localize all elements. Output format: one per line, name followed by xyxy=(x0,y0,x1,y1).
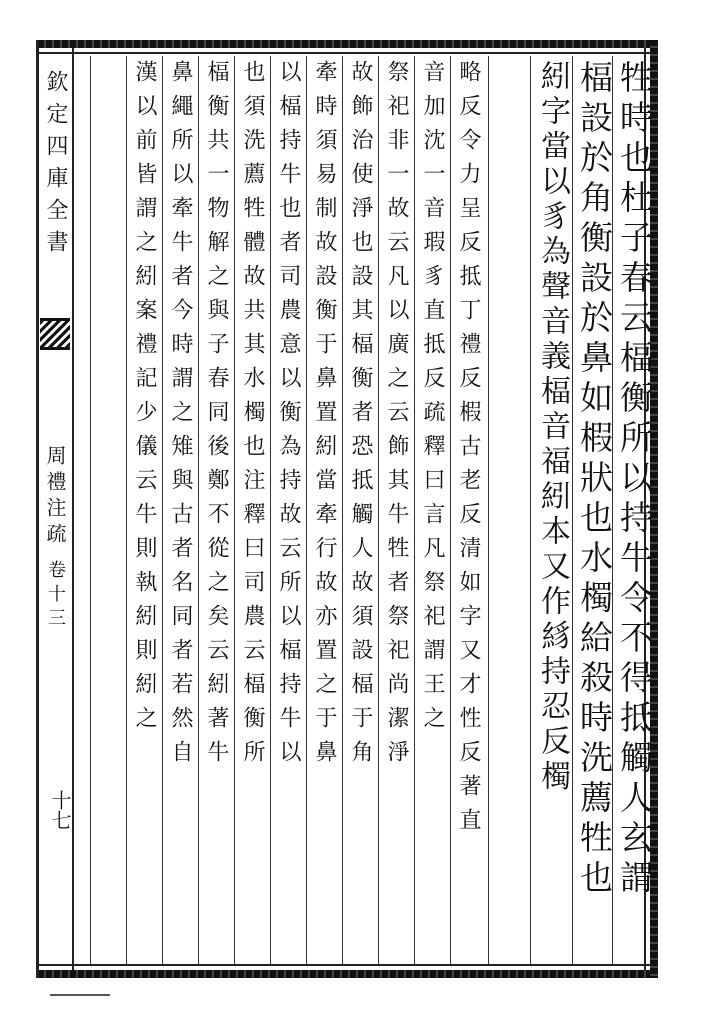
section-title: 周禮注疏 xyxy=(43,445,67,549)
column-rule xyxy=(198,56,199,964)
frame-bottom-border xyxy=(38,970,658,978)
column-rule xyxy=(162,56,163,964)
commentary-column: 略反令力呈反抵丁禮反椵古老反清如字又才性反著直 xyxy=(456,60,481,842)
column-rule xyxy=(90,56,91,964)
frame-left-border xyxy=(36,40,39,978)
column-rule xyxy=(378,56,379,964)
text-column: 楅設於角衡設於鼻如椵狀也水㯮給殺時洗薦牲也 xyxy=(575,60,614,900)
column-rule xyxy=(414,56,415,964)
commentary-column: 楅衡共一物解之與子春同後鄭不從之矣云紖著牛 xyxy=(204,60,229,774)
column-rule xyxy=(270,56,271,964)
column-rule xyxy=(234,56,235,964)
column-rule xyxy=(450,56,451,964)
column-rule xyxy=(306,56,307,964)
book-title: 欽定四庫全書 xyxy=(43,70,68,262)
frame-bottom-inner-line xyxy=(38,964,658,966)
column-rule xyxy=(126,56,127,964)
column-rule xyxy=(572,56,573,964)
commentary-column: 以楅持牛也者司農意以衡為持故云所以楅持牛以 xyxy=(276,60,301,774)
footer-mark xyxy=(50,994,110,996)
column-rule xyxy=(488,56,489,964)
frame-top-border xyxy=(38,40,658,48)
commentary-column: 故飾治使淨也設其楅衡者恐抵觸人故須設楅于角 xyxy=(348,60,373,774)
commentary-column: 祭祀非一故云凡以廣之云飾其牛牲者祭祀尚潔淨 xyxy=(384,60,409,774)
page-number: 十七 xyxy=(48,790,72,830)
commentary-column: 音加沈一音瑕豸直抵反疏釋曰言凡祭祀謂王之 xyxy=(420,60,445,740)
text-column: 紖字當以豸為聲音義楅音福紖本又作絼持忍反㯮 xyxy=(535,60,570,795)
fish-tail-mark xyxy=(40,318,70,350)
commentary-column: 漢以前皆謂之紖案禮記少儀云牛則執紖則紖之 xyxy=(132,60,157,740)
text-column: 牲時也杜子春云楅衡所以持牛令不得抵觸人玄謂 xyxy=(615,60,654,900)
column-rule xyxy=(342,56,343,964)
margin-divider xyxy=(72,48,74,970)
frame-top-inner-line xyxy=(38,52,658,54)
commentary-column: 牽時須易制故設衡于鼻置紖當牽行故亦置之于鼻 xyxy=(312,60,337,774)
commentary-column: 也須洗薦牲體故共其水㯮也注釋曰司農云楅衡所 xyxy=(240,60,265,774)
section-prefix: 卷十三 xyxy=(45,560,66,632)
commentary-column: 鼻繩所以牽牛者今時謂之雉與古者名同者若然自 xyxy=(168,60,193,774)
column-rule xyxy=(530,56,531,964)
